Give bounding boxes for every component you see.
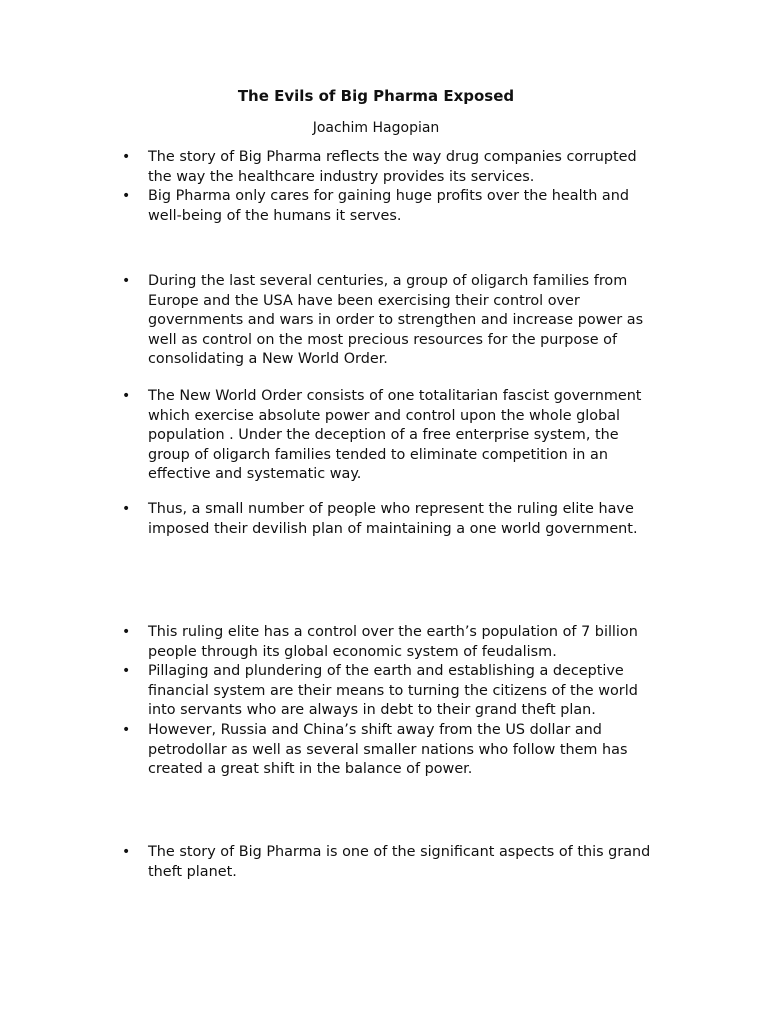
bullet-icon: • <box>122 663 131 680</box>
bullet-group-2 <box>120 272 660 370</box>
bullet-icon: • <box>122 149 131 165</box>
bullet-icon: • <box>122 721 131 738</box>
bullet-group-5 <box>120 623 660 780</box>
bullet-text: The story of Big Pharma reflects the way drug companies corrupted the way the healthcare industry provides its services. <box>148 149 637 185</box>
bullet-item <box>120 721 660 780</box>
bullet-icon: • <box>122 844 131 860</box>
bullet-item <box>120 500 660 539</box>
bullet-group-6 <box>120 843 660 882</box>
bullet-text: This ruling elite has a control over the earth’s population of 7 billion people through its global economic system of feudalism. <box>148 624 638 660</box>
bullet-text: Big Pharma only cares for gaining huge profits over the health and well-being of the humans it serves. <box>148 188 629 224</box>
bullet-icon: • <box>122 501 131 517</box>
bullet-group-4 <box>120 500 660 539</box>
bullet-group-1 <box>120 148 660 226</box>
bullet-item <box>120 272 660 370</box>
bullet-icon: • <box>122 188 131 205</box>
bullet-icon: • <box>122 624 131 640</box>
bullet-text: However, Russia and China’s shift away from the US dollar and petrodollar as well as several smaller nations who follow them has created a great shift in the balance of power. <box>148 721 628 778</box>
bullet-icon: • <box>122 273 131 289</box>
bullet-item <box>120 843 660 882</box>
bullet-text: The story of Big Pharma is one of the significant aspects of this grand theft planet. <box>148 844 651 880</box>
bullet-text: Thus, a small number of people who represent the ruling elite have imposed their devilish plan of maintaining a one world government. <box>148 501 638 537</box>
bullet-icon: • <box>122 388 131 404</box>
document-author: Joachim Hagopian <box>312 120 440 136</box>
bullet-text: Pillaging and plundering of the earth and establishing a deceptive financial system are their means to turning the citizens of the world into servants who are always in debt to their grand theft plan. <box>148 663 638 719</box>
bullet-item <box>120 187 660 226</box>
bullet-text: The New World Order consists of one totalitarian fascist government which exercise absolute power and control upon the whole global population . Under the deception of a free enterprise system, the group of oligarch families tended to eliminate competition in an effective and systematic way. <box>148 388 642 483</box>
bullet-item <box>120 662 660 721</box>
bullet-item <box>120 387 660 485</box>
bullet-text: During the last several centuries, a group of oligarch families from Europe and the USA have been exercising their control over governments and wars in order to strengthen and increase power as well as control on the most precious resources for the purpose of consolidating a New World Order. <box>148 273 644 368</box>
bullet-item <box>120 148 660 187</box>
bullet-group-3 <box>120 387 660 485</box>
document-title: The Evils of Big Pharma Exposed <box>237 87 515 105</box>
bullet-item <box>120 623 660 662</box>
